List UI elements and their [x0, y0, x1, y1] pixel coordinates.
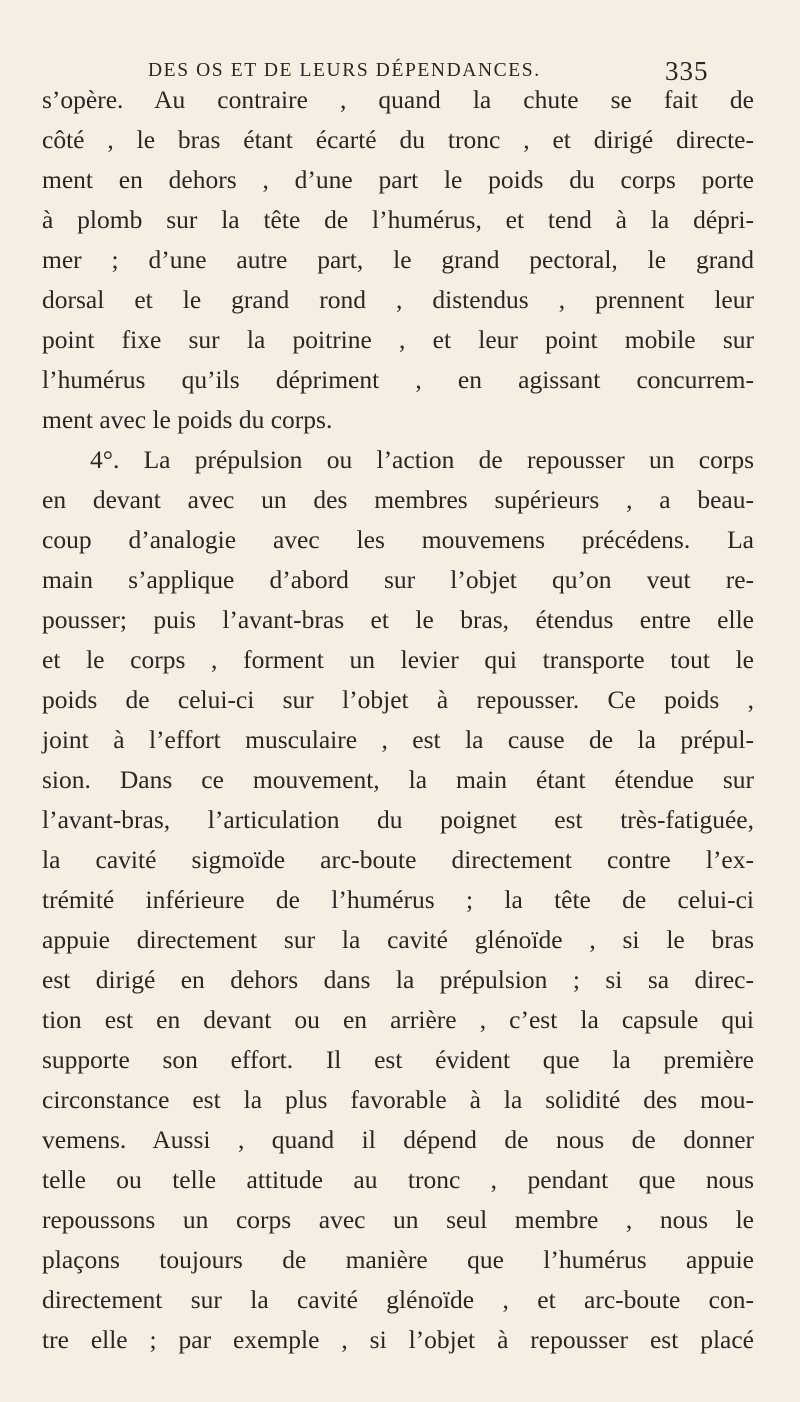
text-line: dorsal et le grand rond , distendus , prennent leur: [42, 285, 754, 314]
text-line: pousser; puis l’avant-bras et le bras, étendus entre elle: [42, 605, 754, 634]
page-number: 335: [665, 56, 709, 86]
text-line: circonstance est la plus favorable à la solidité des mou-: [42, 1085, 754, 1114]
running-title: DES OS ET DE LEURS DÉPENDANCES.: [148, 60, 541, 81]
text-line: tion est en devant ou en arrière , c’est la capsule qui: [42, 1005, 754, 1034]
text-line: directement sur la cavité glénoïde , et arc-boute con-: [42, 1285, 754, 1314]
text-line: joint à l’effort musculaire , est la cause de la prépul-: [42, 725, 754, 754]
text-line: 4°. La prépulsion ou l’action de repousser un corps: [90, 445, 754, 474]
text-line: trémité inférieure de l’humérus ; la tête de celui-ci: [42, 885, 754, 914]
text-line: en devant avec un des membres supérieurs , a beau-: [42, 485, 754, 514]
text-line: à plomb sur la tête de l’humérus, et tend à la dépri-: [42, 205, 754, 234]
text-line: coup d’analogie avec les mouvemens précédens. La: [42, 525, 754, 554]
text-line: mer ; d’une autre part, le grand pectoral, le grand: [42, 245, 754, 274]
text-line: tre elle ; par exemple , si l’objet à repousser est placé: [42, 1325, 754, 1354]
text-line: main s’applique d’abord sur l’objet qu’on veut re-: [42, 565, 754, 594]
text-line: appuie directement sur la cavité glénoïde , si le bras: [42, 925, 754, 954]
text-line: ment en dehors , d’une part le poids du corps porte: [42, 165, 754, 194]
text-line: repoussons un corps avec un seul membre , nous le: [42, 1205, 754, 1234]
text-line: et le corps , forment un levier qui transporte tout le: [42, 645, 754, 674]
text-line: poids de celui-ci sur l’objet à repousser. Ce poids ,: [42, 685, 754, 714]
text-line: plaçons toujours de manière que l’humérus appuie: [42, 1245, 754, 1274]
text-line: telle ou telle attitude au tronc , pendant que nous: [42, 1165, 754, 1194]
text-line: s’opère. Au contraire , quand la chute se fait de: [42, 85, 754, 114]
text-line: l’humérus qu’ils dépriment , en agissant concurrem-: [42, 365, 754, 394]
text-line: supporte son effort. Il est évident que la première: [42, 1045, 754, 1074]
text-line: ment avec le poids du corps.: [42, 405, 333, 434]
text-line: est dirigé en dehors dans la prépulsion ; si sa direc-: [42, 965, 754, 994]
text-line: point fixe sur la poitrine , et leur point mobile sur: [42, 325, 754, 354]
text-line: vemens. Aussi , quand il dépend de nous de donner: [42, 1125, 754, 1154]
text-line: la cavité sigmoïde arc-boute directement contre l’ex-: [42, 845, 754, 874]
text-line: sion. Dans ce mouvement, la main étant étendue sur: [42, 765, 754, 794]
text-line: côté , le bras étant écarté du tronc , et dirigé directe-: [42, 125, 754, 154]
text-line: l’avant-bras, l’articulation du poignet est très-fatiguée,: [42, 805, 754, 834]
